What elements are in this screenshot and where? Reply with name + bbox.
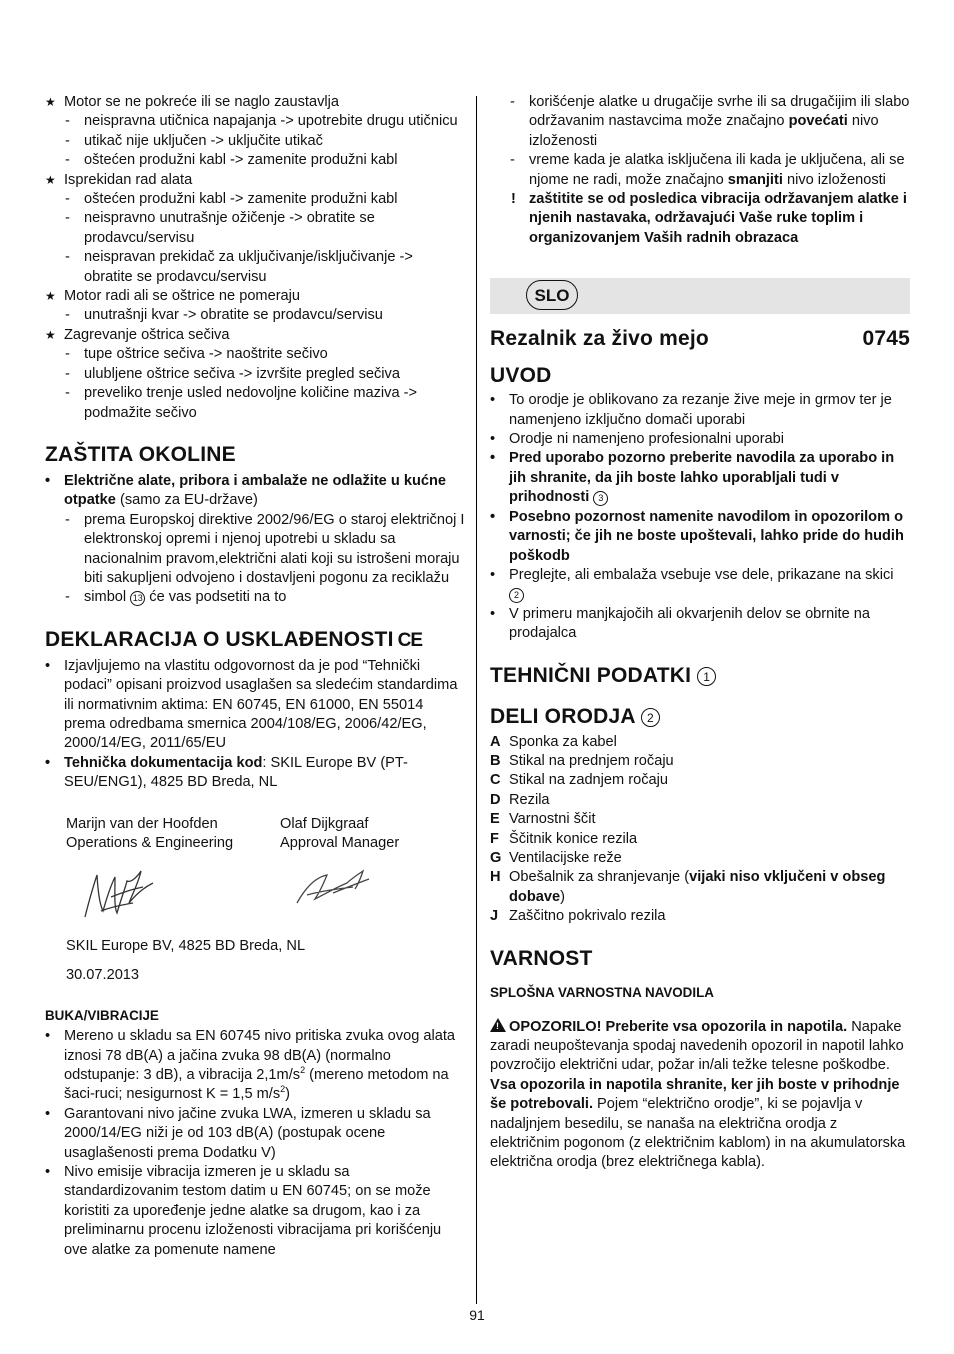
trouble-sub: - unutrašnji kvar -> obratite se prodavcu/servisu [65,307,383,324]
vibration-warning: ! zaštitite se od posledica vibracija održavanjem alatke i njenih nastavaka, održavajući Vaše ruke toplim i organizovanjem Vaših radnih obrazaca [511,191,907,246]
trouble-sub: - preveliko trenje usled nedovoljne količine maziva -> podmažite sečivo [65,385,417,421]
part-item: A Sponka za kabel [490,733,617,750]
declaration-section [45,657,465,793]
trouble-item: ★ Isprekidan rad alata [45,171,465,190]
signatures [45,863,465,933]
noise-bullet: • Garantovani nivo jačine zvuka LWA, izmeren u skladu sa 2000/14/EG niži je od 103 dB(A) (postupak ocene usaglašenosti prema Dodatku V) [45,1105,431,1161]
signature-2-image [293,863,373,913]
company-address: SKIL Europe BV, 4825 BD Breda, NL [66,938,306,955]
ref-2-icon: 2 [641,708,660,727]
uvod-bullet: • Pred uporabo pozorno preberite navodila za uporabo in jih shranite, da jih boste lahko uporabljali tudi v prihodnosti 3 [490,450,895,506]
noise-bullet: • Mereno u skladu sa EN 60745 nivo pritiska zvuka ovog alata iznosi 78 dB(A) a jačina zvuka 98 dB(A) (normalno odstupanje: 3 dB), a vibracija $2,1m/s^2$ (mereno metodom na šaci-ruci; nesigurnost K = 1,5 $m/s^2$) [45,1028,456,1103]
trouble-sub: - oštećen produžni kabl -> zamenite produžni kabl [65,152,398,169]
declaration-heading: DEKLARACIJA O USKLAĐENOSTI CE [45,627,465,654]
part-item: C Stikal na zadnjem ročaju [490,772,668,789]
ref-13-icon: 13 [130,591,145,606]
uvod-section [490,391,910,643]
star-icon: ★ [45,327,56,342]
trouble-sub: - ulubljene oštrice sečiva -> izvršite pregled sečiva [65,365,400,382]
right-column [490,93,910,1173]
noise-heading: BUKA/VIBRACIJE [45,1008,159,1024]
column-divider [476,96,477,1304]
part-item: H Obešalnik za shranjevanje (vijaki niso vključeni v obseg dobave) [490,869,886,905]
trouble-sub: - tupe oštrice sečiva -> naoštrite sečivo [65,346,328,363]
declaration-date: 30.07.2013 [66,966,140,983]
uvod-bullet: • To orodje je oblikovano za rezanje žive meje in grmov ter je namenjeno izključno domači uporabi [490,392,892,428]
signatory-name: Marijn van der Hoofden [66,815,218,832]
left-column [45,93,465,1260]
star-icon: ★ [45,172,56,187]
trouble-sub: - neispravno unutrašnje ožičenje -> obratite se prodavcu/servisu [65,210,375,246]
trouble-item: ★ Motor se ne pokreće ili se naglo zaustavlja [45,93,465,112]
signatories [45,815,465,854]
ref-3-icon: 3 [593,491,608,506]
parts-heading: DELI ORODJA 2 [490,704,910,730]
signature-1-image [81,863,161,927]
trouble-sub: - neispravan prekidač za uključivanje/isključivanje -> obratite se prodavcu/servisu [65,249,413,285]
ce-mark-icon: CE [397,629,423,651]
env-bullet: • Električne alate, pribora i ambalaže ne odlažite u kućne otpatke (samo za EU-države) [45,472,447,509]
language-badge: SLO [526,280,578,310]
trouble-item: ★ Motor radi ali se oštrice ne pomeraju [45,287,465,306]
env-section [45,472,465,608]
trouble-sub: - neispravna utičnica napajanja -> upotrebite drugu utičnicu [65,113,458,130]
language-bar [490,278,910,314]
uvod-bullet: • Posebno pozornost namenite navodilom in opozorilom o varnosti; če jih ne boste upoštevali, lahko pride do hudih poškodb [490,508,904,564]
uvod-bullet: • V primeru manjkajočih ali okvarjenih delov se obrnite na prodajalca [490,605,870,642]
part-item: D Rezila [490,791,550,808]
star-icon: ★ [45,289,56,304]
trouble-sub: - utikač nije uključen -> uključite utikač [65,132,323,149]
trouble-sub: - oštećen produžni kabl -> zamenite produžni kabl [65,191,398,208]
part-item: F Ščitnik konice rezila [490,830,638,847]
signatory-role: Operations & Engineering [66,835,234,851]
safety-paragraph: ! OPOZORILO! Preberite vsa opozorila in napotila. Napake zaradi neupoštevanja spodaj navedenih opozoril in napotil lahko povzročijo električni udar, požar in/ali težke telesne poškodbe. Vsa opozorila in napotila shranite, ker jih boste v prihodnje še potrebovali. Pojem “električno orodje”, ki se pojavlja v nadaljnjem besedilu, se nanaša na električna orodja z električnim pogonom (z električnim kablom) in na akumulatorska električna orodja (brez električnega kabla). [490,1018,906,1171]
env-sub: - prema Europskoj direktive 2002/96/EG o staroj električnoj I elektronskoj opremi i njenoj upotrebi u skladu sa nacionalnim pravom,električni alati koji su istrošeni moraju biti sakupljeni odvojeno i dostavljeni pogonu za reciklažu [65,511,465,586]
product-model: 0745 [862,327,910,351]
star-icon: ★ [45,95,56,109]
ref-1-icon: 1 [697,667,716,686]
uvod-heading: UVOD [490,364,552,388]
product-title: Rezalnik za živo mejo [490,327,709,351]
safety-subheading: SPLOŠNA VARNOSTNA NAVODILA [490,984,714,1000]
safety-heading: VARNOST [490,946,593,970]
part-item: G Ventilacijske reže [490,849,622,866]
product-title-row [490,326,910,352]
part-item: E Varnostni ščit [490,811,596,828]
ref-2-icon: 2 [509,588,524,603]
env-sub: - simbol 13 će vas podsetiti na to [65,589,287,606]
page-number: 91 [469,1307,485,1323]
uvod-bullet: • Orodje ni namenjeno profesionalni uporabi [490,431,785,448]
noise-section [45,1027,465,1260]
part-item: J Zaščitno pokrivalo rezila [490,908,666,925]
warning-triangle-icon: ! [490,1018,506,1032]
signatory-role: Approval Manager [280,835,400,851]
signatory-name: Olaf Dijkgraaf [280,815,369,832]
env-heading: ZAŠTITA OKOLINE [45,442,236,466]
tech-heading: TEHNIČNI PODATKI 1 [490,663,910,689]
parts-list [490,733,910,927]
decl-bullet: • Izjavljujemo na vlastitu odgovornost da je pod “Tehnički podaci” opisani proizvod usaglašen sa sledećim standardima ili normativnim aktima: EN 60745, EN 61000, EN 55014 prema odredbama smernica 2004/108/EG, 2006/42/EG, 2000/14/EG, 2011/65/EU [45,657,458,752]
part-item: B Stikal na prednjem ročaju [490,752,674,769]
vibration-sub: - vreme kada je alatka isključena ili kada je uključena, ali se njome ne radi, može značajno smanjiti nivo izloženosti [510,152,905,188]
uvod-bullet: • Preglejte, ali embalaža vsebuje vse dele, prikazane na skici 2 [490,566,910,605]
vibration-sub: - korišćenje alatke u drugačije svrhe ili sa drugačijim ili slabo održavanim nastavcima može značajno povećati nivo izloženosti [510,94,910,149]
trouble-item: ★ Zagrevanje oštrica sečiva [45,326,465,345]
decl-bullet: • Tehnička dokumentacija kod: SKIL Europe BV (PT-SEU/ENG1), 4825 BD Breda, NL [45,754,408,791]
troubleshooting-list [45,93,465,423]
noise-bullet: • Nivo emisije vibracija izmeren je u skladu sa standardizovanim testom datim u EN 60745; on se može koristiti za upoređenje jedne alatke sa drugom, kao i za preliminarnu procenu izloženosti vibracijama pri korišćenju ove alatke za pomenute namene [45,1164,442,1258]
